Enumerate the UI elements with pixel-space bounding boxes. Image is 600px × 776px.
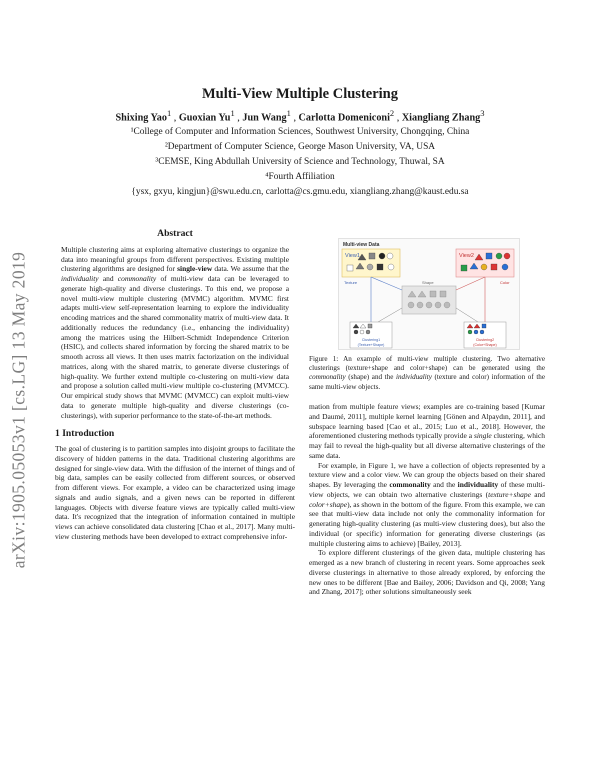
paper-title: Multi-View Multiple Clustering — [202, 86, 398, 102]
figure-caption: Figure 1: An example of multi-view multiple clustering. Two alternative clusterings (texture+shape and color+shape) can be generated using the commonality (shape) and the individuality (texture and color) information of the same multi-view objects. — [309, 355, 545, 391]
figure-header: Multi-view Data — [343, 242, 380, 248]
intro-heading: 1 Introduction — [55, 428, 115, 440]
affiliation: ²Department of Computer Science, George Mason University, VA, USA — [164, 142, 436, 152]
intro-paragraph: The goal of clustering is to partition samples into disjoint groups to facilitate the discovery of hidden patterns in the data. Traditional clustering algorithms are designed for single-view data. With the diffusion of the internet of things and of big data, samples can be easily collected from different sources, or observed from different views. For example, a video can be characterized using image signals and audio signals, and a given news can be reported in different languages. Objects with diverse feature views are typically called multi-view data. It's recognized that the integration of information contained in multiple views can achieve consolidated data clustering [Chao et al., 2017]. Many multi-view clustering methods have been developed to extract comprehensive infor- — [55, 444, 295, 541]
shared-box — [402, 286, 456, 314]
view1-label: View1 — [345, 253, 360, 259]
shape-label: Shape — [422, 280, 434, 285]
paragraph: To explore different clusterings of the given data, multiple clustering has emerged as a new branch of clustering in recent years. Some approaches seek diverse clusterings in alternative to those already explored, by enforcing the new ones to be different [Bae and Bailey, 2006; Davidson and Qi, 2008; Yang and Zhang, 2017]; other solutions simultaneously seek — [309, 548, 545, 597]
author: Shixing Yao — [115, 112, 167, 124]
texture-label: Texture — [344, 280, 358, 285]
right-column — [309, 402, 545, 597]
view2-label: View2 — [459, 253, 474, 259]
color-label: Color — [500, 280, 510, 285]
clustering1-sub: (Texture+Shape) — [357, 343, 385, 347]
abstract-heading: Abstract — [157, 228, 193, 239]
author: Jun Wang — [242, 112, 287, 124]
left-column — [55, 229, 295, 542]
affiliation: ⁴Fourth Affiliation — [265, 172, 335, 182]
author-emails: {ysx, gxyu, kingjun}@swu.edu.cn, carlotta@cs.gmu.edu, xiangliang.zhang@kaust.edu.sa — [131, 187, 469, 197]
abstract-text: Multiple clustering aims at exploring alternative clusterings to organize the data into meaningful groups from different perspectives. Existing multiple clustering algorithms are designed for single-view data. We assume that the individuality and commonality of multi-view data can be leveraged to generate high-quality and diverse clusterings. To this end, we propose a novel multi-view multiple clustering (MVMC) algorithm. MVMC first adapts multi-view self-representation learning to explore the individuality encoding matrices and the shared commonality matrix of multi-view data. It additionally reduces the redundancy (i.e., enhancing the individuality) among the matrices using the Hilbert-Schmidt Independence Criterion (HSIC), and collects shared information by forcing the shared matrix to be smooth across all views. It then uses matrix factorization on the individual matrices, along with the shared matrix, to generate diverse clusterings of high-quality. We further extend multiple co-clustering on multi-view data and propose a solution called multi-view multiple co-clustering (MVMCC). Our empirical study shows that MVMC (MVMCC) can exploit multi-view data to generate multiple high-quality and diverse clusterings (co-clusterings), with superior performance to the state-of-the-art methods. — [61, 244, 289, 420]
clustering2-sub: (Color+Shape) — [473, 343, 497, 347]
affiliation: ¹College of Computer and Information Sciences, Southwest University, Chongqing, China — [130, 127, 470, 137]
paragraph: mation from multiple feature views; examples are co-training based [Kumar and Daumé, 2011], multiple kernel learning [Gönen and Alpaydın, 2011], and subspace learning based [Cao et al., 2015; Luo et al., 2018]. However, the aforementioned clustering methods typically provide a single clustering, which may fail to reveal the high-quality but all diverse alternative clusterings of the same data. — [309, 402, 545, 460]
clustering1-title: Clustering1 — [361, 338, 381, 342]
paragraph: For example, in Figure 1, we have a collection of objects represented by a texture view and a color view. We can group the objects based on their shared shapes. By leveraging the commonality and the individuality of these multi-view objects, we can obtain two alternative clusterings (texture+shape and color+shape), as shown in the bottom of the figure. From this example, we can see that multi-view data include not only the commonality information for generating high-quality clustering (as multi-view clustering does), but also the individual (or specific) information for generating diverse clusterings (as multiple clustering aims to achieve) [Bailey, 2013]. — [309, 460, 545, 548]
figure-1 — [338, 238, 520, 350]
author-list: Shixing Yao$^1$ , Guoxian Yu$^1$ , Jun Wang$^1$ , Carlotta Domeniconi$^2$ , Xiangliang Zhang$^3$ — [115, 108, 485, 124]
author: Carlotta Domeniconi — [298, 112, 390, 124]
arxiv-stamp: arXiv:1905.05053v1 [cs.LG] 13 May 2019 — [8, 251, 29, 569]
affiliation: ³CEMSE, King Abdullah University of Science and Technology, Thuwal, SA — [155, 157, 445, 167]
author: Xiangliang Zhang — [401, 112, 481, 124]
clustering2-title: Clustering2 — [475, 338, 495, 342]
author: Guoxian Yu — [178, 112, 231, 124]
